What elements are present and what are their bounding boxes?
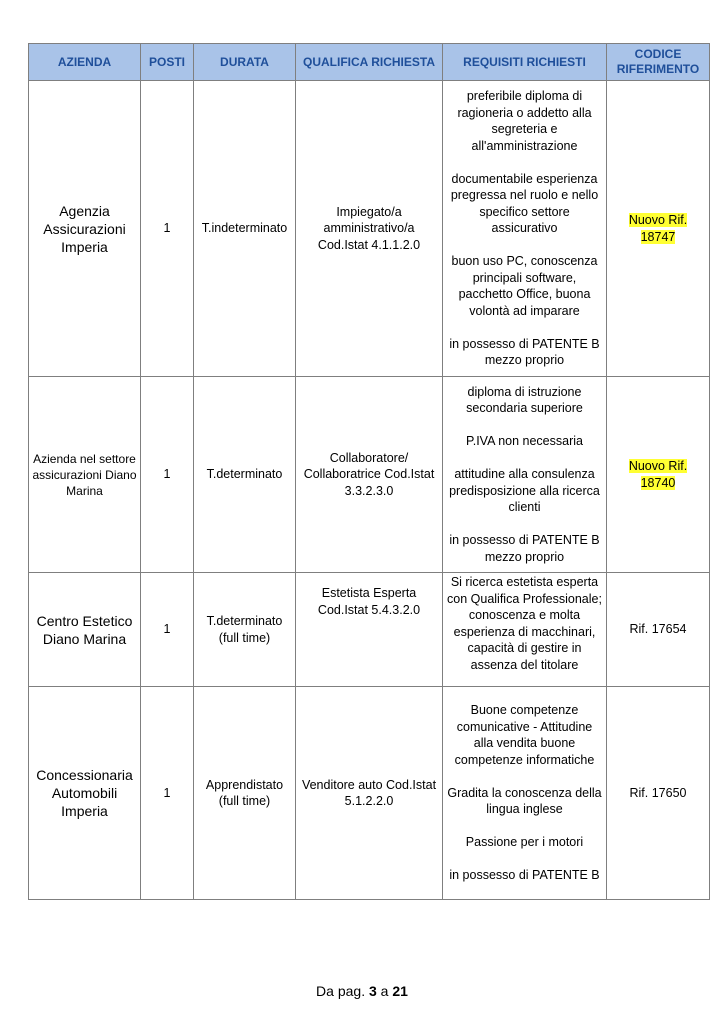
cell-requisiti bbox=[443, 687, 607, 900]
header-azienda: AZIENDA bbox=[29, 44, 141, 81]
footer-separator: a bbox=[380, 983, 389, 999]
cell-azienda: Agenzia Assicurazioni Imperia bbox=[29, 81, 141, 377]
cell-qualifica: Venditore auto Cod.Istat 5.1.2.2.0 bbox=[296, 687, 443, 900]
page-footer bbox=[0, 983, 724, 999]
cell-codice: Rif. 17654 bbox=[607, 573, 710, 687]
cell-requisiti bbox=[443, 81, 607, 377]
requisito: diploma di istruzione secondaria superiore bbox=[466, 384, 583, 416]
header-durata: DURATA bbox=[194, 44, 296, 81]
cell-codice bbox=[607, 81, 710, 377]
footer-prefix: Da pag. bbox=[316, 983, 366, 999]
header-posti: POSTI bbox=[141, 44, 194, 81]
requisito: in possesso di PATENTE B bbox=[449, 868, 600, 883]
cell-durata: T.determinato (full time) bbox=[194, 573, 296, 687]
requisito: Gradita la conoscenza della lingua inglese bbox=[447, 785, 602, 817]
cell-durata: T.indeterminato bbox=[194, 81, 296, 377]
requisito: Si ricerca estetista esperta con Qualifica Professionale; conoscenza e molta esperienza di macchinari, capacità di gestire in assenza del titolare bbox=[447, 575, 602, 672]
codice-highlight: Nuovo Rif. 18747 bbox=[628, 213, 688, 244]
requisito: in possesso di PATENTE B mezzo proprio bbox=[449, 533, 600, 564]
table-row bbox=[29, 687, 710, 900]
cell-qualifica: Estetista Esperta Cod.Istat 5.4.3.2.0 bbox=[296, 573, 443, 687]
cell-durata: T.determinato bbox=[194, 377, 296, 573]
requisito: Buone competenze comunicative - Attitudine alla vendita buone competenze informatiche bbox=[454, 703, 595, 767]
header-qualifica: QUALIFICA RICHIESTA bbox=[296, 44, 443, 81]
table-row bbox=[29, 81, 710, 377]
table-header-row bbox=[29, 44, 710, 81]
table-row bbox=[29, 573, 710, 687]
cell-posti: 1 bbox=[141, 81, 194, 377]
cell-qualifica: Impiegato/a amministrativo/a Cod.Istat 4.1.1.2.0 bbox=[296, 81, 443, 377]
cell-posti: 1 bbox=[141, 377, 194, 573]
requisito: Passione per i motori bbox=[465, 835, 584, 850]
requisito: attitudine alla consulenza predisposizione alla ricerca clienti bbox=[449, 467, 600, 515]
cell-posti: 1 bbox=[141, 573, 194, 687]
cell-codice bbox=[607, 377, 710, 573]
header-codice: CODICE RIFERIMENTO bbox=[607, 44, 710, 81]
cell-requisiti bbox=[443, 573, 607, 687]
table-row bbox=[29, 377, 710, 573]
header-requisiti: REQUISITI RICHIESTI bbox=[443, 44, 607, 81]
requisito: buon uso PC, conoscenza principali software, pacchetto Office, buona volontà ad imparare bbox=[451, 254, 598, 318]
requisito: preferibile diploma di ragioneria o addetto alla segreteria e all'amministrazione bbox=[457, 89, 592, 153]
cell-requisiti bbox=[443, 377, 607, 573]
footer-page-number: 3 bbox=[368, 983, 377, 999]
requisito: P.IVA non necessaria bbox=[466, 434, 583, 449]
footer-page-total: 21 bbox=[392, 983, 408, 999]
cell-azienda: Azienda nel settore assicurazioni Diano Marina bbox=[29, 377, 141, 573]
cell-azienda: Centro Estetico Diano Marina bbox=[29, 573, 141, 687]
requisito: documentabile esperienza pregressa nel ruolo e nello specifico settore assicurativo bbox=[450, 171, 599, 236]
requisito: in possesso di PATENTE B mezzo proprio bbox=[449, 336, 600, 368]
cell-posti: 1 bbox=[141, 687, 194, 900]
cell-qualifica: Collaboratore/ Collaboratrice Cod.Istat 3.3.2.3.0 bbox=[296, 377, 443, 573]
job-offers-table bbox=[28, 43, 710, 900]
codice-highlight: Nuovo Rif. 18740 bbox=[628, 459, 688, 490]
cell-azienda: Concessionaria Automobili Imperia bbox=[29, 687, 141, 900]
cell-codice: Rif. 17650 bbox=[607, 687, 710, 900]
cell-durata: Apprendistato (full time) bbox=[194, 687, 296, 900]
